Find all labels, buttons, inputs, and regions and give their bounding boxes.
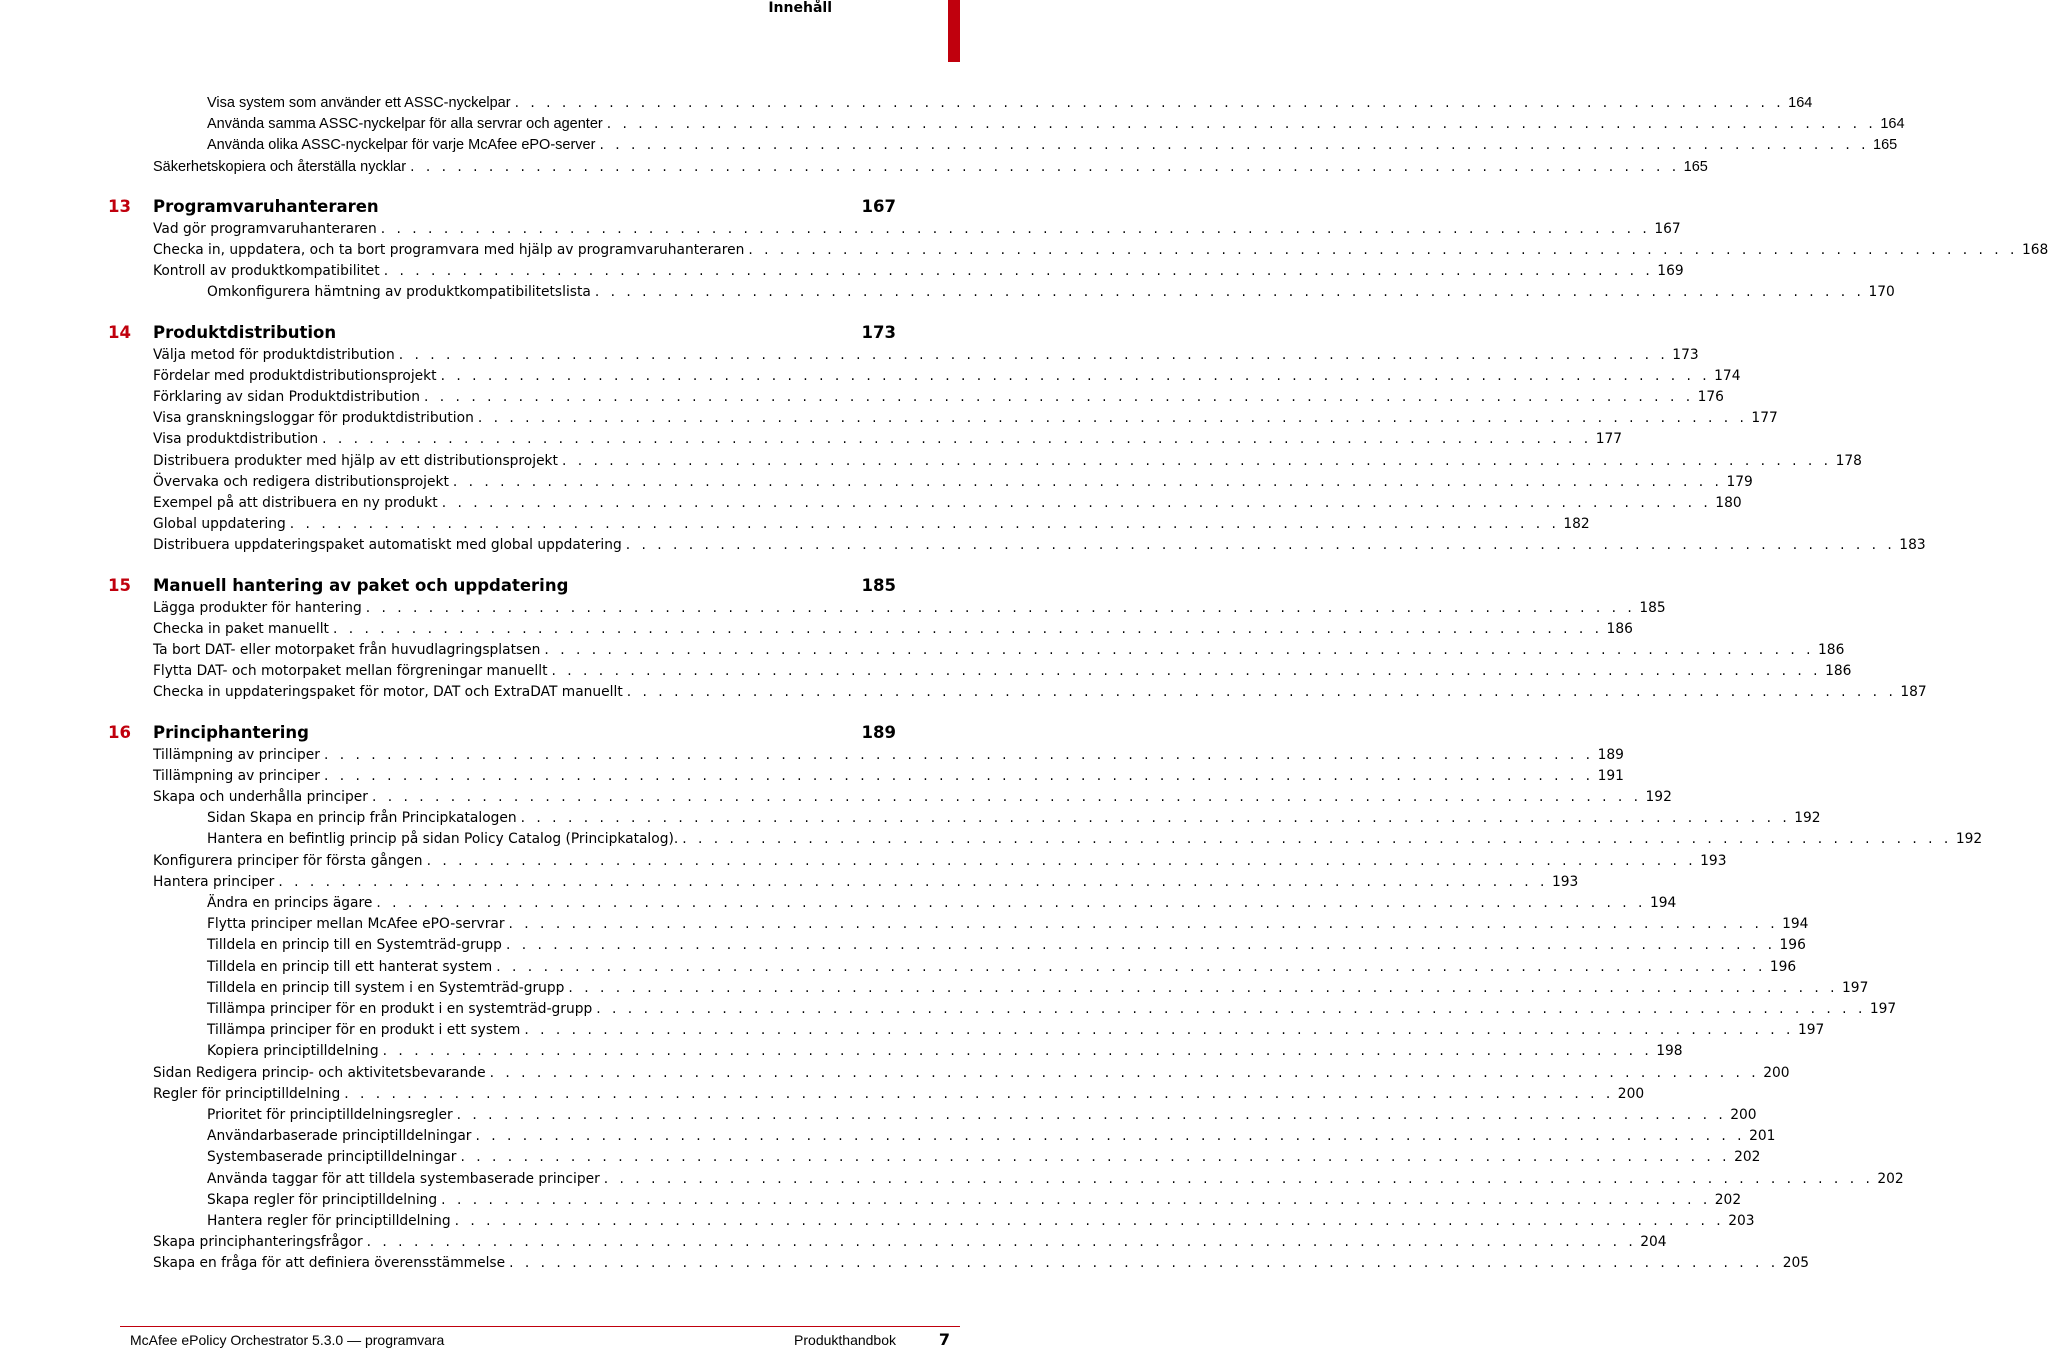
entry-page: 200 <box>1763 1064 1790 1081</box>
toc-subentry[interactable] <box>207 829 1983 850</box>
entry-title: Kopiera principtilldelning <box>207 1043 379 1060</box>
entry-page: 196 <box>1769 958 1797 975</box>
dot-leader: . . . . . . . . . . . . . . . . . . . . . . . . . . . . . . . . . . . . . . . . . . . . . . . . . . . . . . . . . . . . . . . . . . . . . . . . . . . . . . . . . <box>452 473 1723 490</box>
dot-leader: . . . . . . . . . . . . . . . . . . . . . . . . . . . . . . . . . . . . . . . . . . . . . . . . . . . . . . . . . . . . . . . . . . . . . . . . . . . . . . . . . <box>520 810 1791 827</box>
toc-subentry[interactable] <box>207 135 1898 156</box>
entry-page: 187 <box>1900 684 1927 701</box>
dot-leader: . . . . . . . . . . . . . . . . . . . . . . . . . . . . . . . . . . . . . . . . . . . . . . . . . . . . . . . . . . . . . . . . . . . . . . . . . . . . . . . . . <box>365 599 1636 616</box>
dot-leader: . . . . . . . . . . . . . . . . . . . . . . . . . . . . . . . . . . . . . . . . . . . . . . . . . . . . . . . . . . . . . . . . . . . . . . . . . . . . . . . . . <box>454 1213 1725 1229</box>
entry-title: Tillämpning av principer <box>153 746 320 763</box>
dot-leader: . . . . . . . . . . . . . . . . . . . . . . . . . . . . . . . . . . . . . . . . . . . . . . . . . . . . . . . . . . . . . . . . . . . . . . . . . . . . . . . . . <box>603 1170 1874 1187</box>
toc-subentry[interactable] <box>207 1041 1683 1062</box>
chapter-title: Programvaruhanteraren <box>153 197 379 217</box>
toc-entry[interactable] <box>153 1253 1810 1274</box>
toc-subentry[interactable] <box>207 893 1677 914</box>
entry-page: 197 <box>1842 979 1869 996</box>
entry-title: Skapa principhanteringsfrågor <box>153 1234 363 1251</box>
entry-page: 194 <box>1782 916 1809 933</box>
toc-chapter[interactable] <box>0 721 960 745</box>
toc-chapter[interactable] <box>0 574 960 598</box>
dot-leader: . . . . . . . . . . . . . . . . . . . . . . . . . . . . . . . . . . . . . . . . . . . . . . . . . . . . . . . . . . . . . . . . . . . . . . . . . . . . . . . . . <box>460 1149 1731 1166</box>
dot-leader: . . . . . . . . . . . . . . . . . . . . . . . . . . . . . . . . . . . . . . . . . . . . . . . . . . . . . . . . . . . . . . . . . . . . . . . . . . . . . . . . . <box>496 958 1766 975</box>
dot-leader: . . . . . . . . . . . . . . . . . . . . . . . . . . . . . . . . . . . . . . . . . . . . . . . . . . . . . . . . . . . . . . . . . . . . . . . . . . . . . . . . . <box>509 1255 1779 1272</box>
dot-leader: . . . . . . . . . . . . . . . . . . . . . . . . . . . . . . . . . . . . . . . . . . . . . . . . . . . . . . . . . . . . . . . . . . . . . . . . . . . . . . . . . <box>551 663 1822 680</box>
dot-leader: . . . . . . . . . . . . . . . . . . . . . . . . . . . . . . . . . . . . . . . . . . . . . . . . . . . . . . . . . . . . . . . . . . . . . . . . . . . . . . . . . <box>410 158 1680 175</box>
entry-page: 168 <box>2021 242 2048 258</box>
entry-page: 203 <box>1728 1213 1755 1229</box>
entry-title: Checka in, uppdatera, och ta bort programvara med hjälp av programvaruhanteraren <box>153 242 745 258</box>
entry-title: Välja metod för produktdistribution <box>153 346 395 363</box>
toc-subentry[interactable] <box>207 282 1895 303</box>
entry-title: Global uppdatering <box>153 516 286 533</box>
toc-entry[interactable] <box>153 640 1845 661</box>
entry-page: 176 <box>1697 389 1724 405</box>
dot-leader: . . . . . . . . . . . . . . . . . . . . . . . . . . . . . . . . . . . . . . . . . . . . . . . . . . . . . . . . . . . . . . . . . . . . . . . . . . . . . . . . . <box>505 937 1776 954</box>
dot-leader: . . . . . . . . . . . . . . . . . . . . . . . . . . . . . . . . . . . . . . . . . . . . . . . . . . . . . . . . . . . . . . . . . . . . . . . . . . . . . . . . . <box>441 1191 1711 1208</box>
dot-leader: . . . . . . . . . . . . . . . . . . . . . . . . . . . . . . . . . . . . . . . . . . . . . . . . . . . . . . . . . . . . . . . . . . . . . . . . . . . . . . . . . <box>625 537 1896 554</box>
dot-leader: . . . . . . . . . . . . . . . . . . . . . . . . . . . . . . . . . . . . . . . . . . . . . . . . . . . . . . . . . . . . . . . . . . . . . . . . . . . . . . . . . <box>440 367 1711 384</box>
entry-title: Ändra en princips ägare <box>207 895 373 911</box>
entry-page: 205 <box>1782 1255 1810 1272</box>
toc-entry[interactable] <box>153 472 1753 493</box>
entry-title: Sidan Skapa en princip från Principkatalogen <box>207 810 517 827</box>
entry-page: 201 <box>1749 1128 1776 1145</box>
entry-page: 200 <box>1730 1107 1757 1123</box>
toc-entry[interactable] <box>153 261 1684 282</box>
toc-entry[interactable] <box>153 387 1724 408</box>
entry-title: Skapa och underhålla principer <box>153 789 368 805</box>
entry-title: Tillämpa principer för en produkt i ett system <box>207 1022 521 1039</box>
entry-title: Använda samma ASSC-nyckelpar för alla servrar och agenter <box>207 116 603 133</box>
chapter-page: 185 <box>861 576 896 596</box>
entry-page: 177 <box>1595 431 1623 448</box>
entry-title: Distribuera uppdateringspaket automatiskt med global uppdatering <box>153 537 622 554</box>
dot-leader: . . . . . . . . . . . . . . . . . . . . . . . . . . . . . . . . . . . . . . . . . . . . . . . . . . . . . . . . . . . . . . . . . . . . . . . . . . . . . . . . . <box>344 1085 1614 1102</box>
entry-page: 193 <box>1551 873 1579 890</box>
toc-entry[interactable] <box>153 766 1624 787</box>
toc-entry[interactable] <box>153 872 1579 893</box>
entry-title: Prioritet för principtilldelningsregler <box>207 1107 453 1123</box>
toc-entry[interactable] <box>153 661 1852 682</box>
toc-entry[interactable] <box>153 745 1624 766</box>
entry-title: Tilldela en princip till system i en Systemträd-grupp <box>207 979 565 996</box>
toc-entry[interactable] <box>153 451 1862 472</box>
entry-page: 196 <box>1779 937 1806 954</box>
dot-leader: . . . . . . . . . . . . . . . . . . . . . . . . . . . . . . . . . . . . . . . . . . . . . . . . . . . . . . . . . . . . . . . . . . . . . . . . . . . . . . . . . <box>748 242 2018 258</box>
running-header-title: Innehåll <box>768 0 832 16</box>
dot-leader: . . . . . . . . . . . . . . . . . . . . . . . . . . . . . . . . . . . . . . . . . . . . . . . . . . . . . . . . . . . . . . . . . . . . . . . . . . . . . . . . . <box>475 1128 1746 1145</box>
entry-title: Använda olika ASSC-nyckelpar för varje McAfee ePO-server <box>207 137 596 154</box>
toc-entry[interactable] <box>153 682 1927 703</box>
dot-leader: . . . . . . . . . . . . . . . . . . . . . . . . . . . . . . . . . . . . . . . . . . . . . . . . . . . . . . . . . . . . . . . . . . . . . . . . . . . . . . . . . <box>596 1001 1866 1017</box>
dot-leader: . . . . . . . . . . . . . . . . . . . . . . . . . . . . . . . . . . . . . . . . . . . . . . . . . . . . . . . . . . . . . . . . . . . . . . . . . . . . . . . . . <box>441 495 1712 511</box>
chapter-page: 189 <box>861 723 896 743</box>
header-accent-bar <box>948 0 960 62</box>
dot-leader: . . . . . . . . . . . . . . . . . . . . . . . . . . . . . . . . . . . . . . . . . . . . . . . . . . . . . . . . . . . . . . . . . . . . . . . . . . . . . . . . . <box>626 684 1897 701</box>
dot-leader: . . . . . . . . . . . . . . . . . . . . . . . . . . . . . . . . . . . . . . . . . . . . . . . . . . . . . . . . . . . . . . . . . . . . . . . . . . . . . . . . . <box>594 284 1865 301</box>
chapter-number: 15 <box>108 576 131 596</box>
entry-page: 191 <box>1597 767 1624 784</box>
entry-page: 177 <box>1751 410 1778 427</box>
entry-page: 165 <box>1873 137 1898 154</box>
toc-subentry[interactable] <box>207 1105 1757 1126</box>
dot-leader: . . . . . . . . . . . . . . . . . . . . . . . . . . . . . . . . . . . . . . . . . . . . . . . . . . . . . . . . . . . . . . . . . . . . . . . . . . . . . . . . . <box>382 1043 1653 1060</box>
page-number: 7 <box>938 1330 950 1349</box>
entry-page: 197 <box>1869 1001 1897 1017</box>
toc-entry[interactable] <box>153 366 1741 387</box>
entry-page: 165 <box>1683 158 1708 175</box>
chapter-title: Manuell hantering av paket och uppdatering <box>153 576 569 596</box>
entry-title: Checka in paket manuellt <box>153 620 329 637</box>
toc-entry[interactable] <box>153 408 1778 429</box>
entry-page: 197 <box>1797 1022 1825 1039</box>
toc-subentry[interactable] <box>207 93 1813 114</box>
entry-title: Visa produktdistribution <box>153 431 319 448</box>
toc-subentry[interactable] <box>207 1126 1776 1147</box>
entry-title: Tillämpa principer för en produkt i en systemträd-grupp <box>207 1001 593 1017</box>
chapter-title: Principhantering <box>153 723 309 743</box>
entry-page: 179 <box>1726 473 1753 490</box>
toc-entry[interactable] <box>153 240 2048 261</box>
toc-subentry[interactable] <box>207 914 1809 935</box>
toc-subentry[interactable] <box>207 935 1806 956</box>
chapter-page: 167 <box>861 197 896 217</box>
dot-leader: . . . . . . . . . . . . . . . . . . . . . . . . . . . . . . . . . . . . . . . . . . . . . . . . . . . . . . . . . . . . . . . . . . . . . . . . . . . . . . . . . <box>376 895 1646 911</box>
entry-title: Lägga produkter för hantering <box>153 599 362 616</box>
toc-entry[interactable] <box>153 514 1590 535</box>
dot-leader: . . . . . . . . . . . . . . . . . . . . . . . . . . . . . . . . . . . . . . . . . . . . . . . . . . . . . . . . . . . . . . . . . . . . . . . . . . . . . . . . . <box>366 1234 1637 1251</box>
dot-leader: . . . . . . . . . . . . . . . . . . . . . . . . . . . . . . . . . . . . . . . . . . . . . . . . . . . . . . . . . . . . . . . . . . . . . . . . . . . . . . . . . <box>514 95 1785 111</box>
entry-title: Systembaserade principtilldelningar <box>207 1149 457 1166</box>
chapter-page: 173 <box>861 323 896 343</box>
chapter-number: 16 <box>108 723 131 743</box>
entry-title: Förklaring av sidan Produktdistribution <box>153 389 421 405</box>
entry-page: 189 <box>1597 746 1624 763</box>
toc-subentry[interactable] <box>207 808 1821 829</box>
toc-entry[interactable] <box>153 1084 1645 1105</box>
footer-rule <box>120 1326 960 1327</box>
entry-title: Exempel på att distribuera en ny produkt <box>153 495 438 511</box>
entry-title: Hantera regler för principtilldelning <box>207 1213 451 1229</box>
entry-page: 192 <box>1645 789 1672 805</box>
entry-title: Skapa en fråga för att definiera överensstämmelse <box>153 1255 506 1272</box>
dot-leader: . . . . . . . . . . . . . . . . . . . . . . . . . . . . . . . . . . . . . . . . . . . . . . . . . . . . . . . . . . . . . . . . . . . . . . . . . . . . . . . . . <box>383 263 1654 280</box>
entry-page: 186 <box>1606 620 1633 637</box>
entry-page: 180 <box>1715 495 1742 511</box>
entry-page: 202 <box>1734 1149 1761 1166</box>
entry-page: 194 <box>1649 895 1677 911</box>
dot-leader: . . . . . . . . . . . . . . . . . . . . . . . . . . . . . . . . . . . . . . . . . . . . . . . . . . . . . . . . . . . . . . . . . . . . . . . . . . . . . . . . . <box>561 452 1832 469</box>
entry-title: Vad gör programvaruhanteraren <box>153 220 377 237</box>
entry-page: 183 <box>1899 537 1926 554</box>
dot-leader: . . . . . . . . . . . . . . . . . . . . . . . . . . . . . . . . . . . . . . . . . . . . . . . . . . . . . . . . . . . . . . . . . . . . . . . . . . . . . . . . . <box>544 642 1815 658</box>
dot-leader: . . . . . . . . . . . . . . . . . . . . . . . . . . . . . . . . . . . . . . . . . . . . . . . . . . . . . . . . . . . . . . . . . . . . . . . . . . . . . . . . . <box>682 831 1952 848</box>
toc-entry[interactable] <box>153 429 1623 450</box>
dot-leader: . . . . . . . . . . . . . . . . . . . . . . . . . . . . . . . . . . . . . . . . . . . . . . . . . . . . . . . . . . . . . . . . . . . . . . . . . . . . . . . . . <box>599 137 1870 154</box>
entry-title: Tilldela en princip till ett hanterat system <box>207 958 493 975</box>
dot-leader: . . . . . . . . . . . . . . . . . . . . . . . . . . . . . . . . . . . . . . . . . . . . . . . . . . . . . . . . . . . . . . . . . . . . . . . . . . . . . . . . . <box>456 1107 1727 1123</box>
dot-leader: . . . . . . . . . . . . . . . . . . . . . . . . . . . . . . . . . . . . . . . . . . . . . . . . . . . . . . . . . . . . . . . . . . . . . . . . . . . . . . . . . <box>568 979 1839 996</box>
entry-page: 178 <box>1835 452 1862 469</box>
entry-title: Kontroll av produktkompatibilitet <box>153 263 380 280</box>
entry-page: 198 <box>1656 1043 1683 1060</box>
chapter-number: 13 <box>108 197 131 217</box>
entry-page: 182 <box>1563 516 1590 533</box>
toc-subentry[interactable] <box>207 1169 1904 1190</box>
entry-title: Omkonfigurera hämtning av produktkompatibilitetslista <box>207 284 591 301</box>
entry-page: 202 <box>1714 1191 1742 1208</box>
dot-leader: . . . . . . . . . . . . . . . . . . . . . . . . . . . . . . . . . . . . . . . . . . . . . . . . . . . . . . . . . . . . . . . . . . . . . . . . . . . . . . . . . <box>424 389 1694 405</box>
toc-entry[interactable] <box>153 219 1681 240</box>
entry-title: Tillämpning av principer <box>153 767 320 784</box>
toc-entry[interactable] <box>153 345 1699 366</box>
entry-title: Sidan Redigera princip- och aktivitetsbevarande <box>153 1064 486 1081</box>
toc-entry[interactable] <box>153 157 1708 178</box>
toc-subentry[interactable] <box>207 957 1797 978</box>
dot-leader: . . . . . . . . . . . . . . . . . . . . . . . . . . . . . . . . . . . . . . . . . . . . . . . . . . . . . . . . . . . . . . . . . . . . . . . . . . . . . . . . . <box>332 620 1603 637</box>
dot-leader: . . . . . . . . . . . . . . . . . . . . . . . . . . . . . . . . . . . . . . . . . . . . . . . . . . . . . . . . . . . . . . . . . . . . . . . . . . . . . . . . . <box>371 789 1642 805</box>
entry-title: Hantera principer <box>153 873 275 890</box>
toc-entry[interactable] <box>153 1232 1667 1253</box>
entry-page: 202 <box>1877 1170 1904 1187</box>
entry-title: Använda taggar för att tilldela systembaserade principer <box>207 1170 600 1187</box>
toc-entry[interactable] <box>153 851 1727 872</box>
toc-entry[interactable] <box>153 787 1672 808</box>
chapter-title: Produktdistribution <box>153 323 337 343</box>
entry-title: Ta bort DAT- eller motorpaket från huvudlagringsplatsen <box>153 642 541 658</box>
entry-page: 173 <box>1672 346 1699 363</box>
footer-product: McAfee ePolicy Orchestrator 5.3.0 — programvara <box>130 1332 445 1348</box>
entry-page: 164 <box>1880 116 1905 133</box>
toc-entry[interactable] <box>153 598 1666 619</box>
entry-page: 167 <box>1654 220 1681 237</box>
entry-title: Tilldela en princip till en Systemträd-grupp <box>207 937 502 954</box>
toc-subentry[interactable] <box>207 1190 1742 1211</box>
entry-page: 200 <box>1617 1085 1645 1102</box>
dot-leader: . . . . . . . . . . . . . . . . . . . . . . . . . . . . . . . . . . . . . . . . . . . . . . . . . . . . . . . . . . . . . . . . . . . . . . . . . . . . . . . . . <box>606 116 1877 133</box>
entry-page: 169 <box>1657 263 1684 280</box>
entry-page: 192 <box>1955 831 1983 848</box>
entry-title: Distribuera produkter med hjälp av ett distributionsprojekt <box>153 452 558 469</box>
dot-leader: . . . . . . . . . . . . . . . . . . . . . . . . . . . . . . . . . . . . . . . . . . . . . . . . . . . . . . . . . . . . . . . . . . . . . . . . . . . . . . . . . <box>278 873 1548 890</box>
toc-subentry[interactable] <box>207 1147 1761 1168</box>
entry-title: Flytta principer mellan McAfee ePO-servrar <box>207 916 505 933</box>
entry-title: Konfigurera principer för första gången <box>153 852 423 869</box>
toc-entry[interactable] <box>153 1063 1790 1084</box>
toc-subentry[interactable] <box>207 1211 1755 1232</box>
entry-page: 174 <box>1714 367 1741 384</box>
dot-leader: . . . . . . . . . . . . . . . . . . . . . . . . . . . . . . . . . . . . . . . . . . . . . . . . . . . . . . . . . . . . . . . . . . . . . . . . . . . . . . . . . <box>489 1064 1760 1081</box>
dot-leader: . . . . . . . . . . . . . . . . . . . . . . . . . . . . . . . . . . . . . . . . . . . . . . . . . . . . . . . . . . . . . . . . . . . . . . . . . . . . . . . . . <box>524 1022 1794 1039</box>
dot-leader: . . . . . . . . . . . . . . . . . . . . . . . . . . . . . . . . . . . . . . . . . . . . . . . . . . . . . . . . . . . . . . . . . . . . . . . . . . . . . . . . . <box>426 852 1697 869</box>
entry-title: Användarbaserade principtilldelningar <box>207 1128 472 1145</box>
toc-chapter[interactable] <box>0 195 960 219</box>
toc-subentry[interactable] <box>207 999 1897 1020</box>
entry-page: 204 <box>1640 1234 1667 1251</box>
toc-subentry[interactable] <box>207 114 1905 135</box>
entry-page: 164 <box>1788 95 1813 111</box>
entry-title: Flytta DAT- och motorpaket mellan förgreningar manuellt <box>153 663 548 680</box>
entry-title: Regler för principtilldelning <box>153 1085 341 1102</box>
entry-page: 192 <box>1794 810 1821 827</box>
toc-subentry[interactable] <box>207 978 1869 999</box>
dot-leader: . . . . . . . . . . . . . . . . . . . . . . . . . . . . . . . . . . . . . . . . . . . . . . . . . . . . . . . . . . . . . . . . . . . . . . . . . . . . . . . . . <box>398 346 1669 363</box>
entry-title: Säkerhetskopiera och återställa nycklar <box>153 158 407 175</box>
dot-leader: . . . . . . . . . . . . . . . . . . . . . . . . . . . . . . . . . . . . . . . . . . . . . . . . . . . . . . . . . . . . . . . . . . . . . . . . . . . . . . . . . <box>477 410 1748 427</box>
dot-leader: . . . . . . . . . . . . . . . . . . . . . . . . . . . . . . . . . . . . . . . . . . . . . . . . . . . . . . . . . . . . . . . . . . . . . . . . . . . . . . . . . <box>323 767 1594 784</box>
dot-leader: . . . . . . . . . . . . . . . . . . . . . . . . . . . . . . . . . . . . . . . . . . . . . . . . . . . . . . . . . . . . . . . . . . . . . . . . . . . . . . . . . <box>322 431 1592 448</box>
toc-subentry[interactable] <box>207 1020 1825 1041</box>
entry-page: 193 <box>1700 852 1727 869</box>
entry-page: 186 <box>1825 663 1852 680</box>
entry-page: 170 <box>1868 284 1895 301</box>
entry-page: 185 <box>1639 599 1666 616</box>
entry-title: Övervaka och redigera distributionsprojekt <box>153 473 449 490</box>
entry-title: Fördelar med produktdistributionsprojekt <box>153 367 437 384</box>
toc-chapter[interactable] <box>0 321 960 345</box>
footer-doc-type: Produkthandbok <box>794 1332 896 1348</box>
entry-title: Skapa regler för principtilldelning <box>207 1191 438 1208</box>
toc-entry[interactable] <box>153 619 1633 640</box>
dot-leader: . . . . . . . . . . . . . . . . . . . . . . . . . . . . . . . . . . . . . . . . . . . . . . . . . . . . . . . . . . . . . . . . . . . . . . . . . . . . . . . . . <box>289 516 1560 533</box>
dot-leader: . . . . . . . . . . . . . . . . . . . . . . . . . . . . . . . . . . . . . . . . . . . . . . . . . . . . . . . . . . . . . . . . . . . . . . . . . . . . . . . . . <box>508 916 1779 933</box>
toc-entry[interactable] <box>153 535 1926 556</box>
entry-title: Checka in uppdateringspaket för motor, DAT och ExtraDAT manuellt <box>153 684 623 701</box>
chapter-number: 14 <box>108 323 131 343</box>
entry-title: Hantera en befintlig princip på sidan Policy Catalog (Principkatalog). <box>207 831 679 848</box>
dot-leader: . . . . . . . . . . . . . . . . . . . . . . . . . . . . . . . . . . . . . . . . . . . . . . . . . . . . . . . . . . . . . . . . . . . . . . . . . . . . . . . . . <box>323 746 1594 763</box>
dot-leader: . . . . . . . . . . . . . . . . . . . . . . . . . . . . . . . . . . . . . . . . . . . . . . . . . . . . . . . . . . . . . . . . . . . . . . . . . . . . . . . . . <box>380 220 1651 237</box>
entry-title: Visa granskningsloggar för produktdistribution <box>153 410 474 427</box>
entry-title: Visa system som använder ett ASSC-nyckelpar <box>207 95 511 111</box>
entry-page: 186 <box>1818 642 1845 658</box>
toc-entry[interactable] <box>153 493 1742 514</box>
